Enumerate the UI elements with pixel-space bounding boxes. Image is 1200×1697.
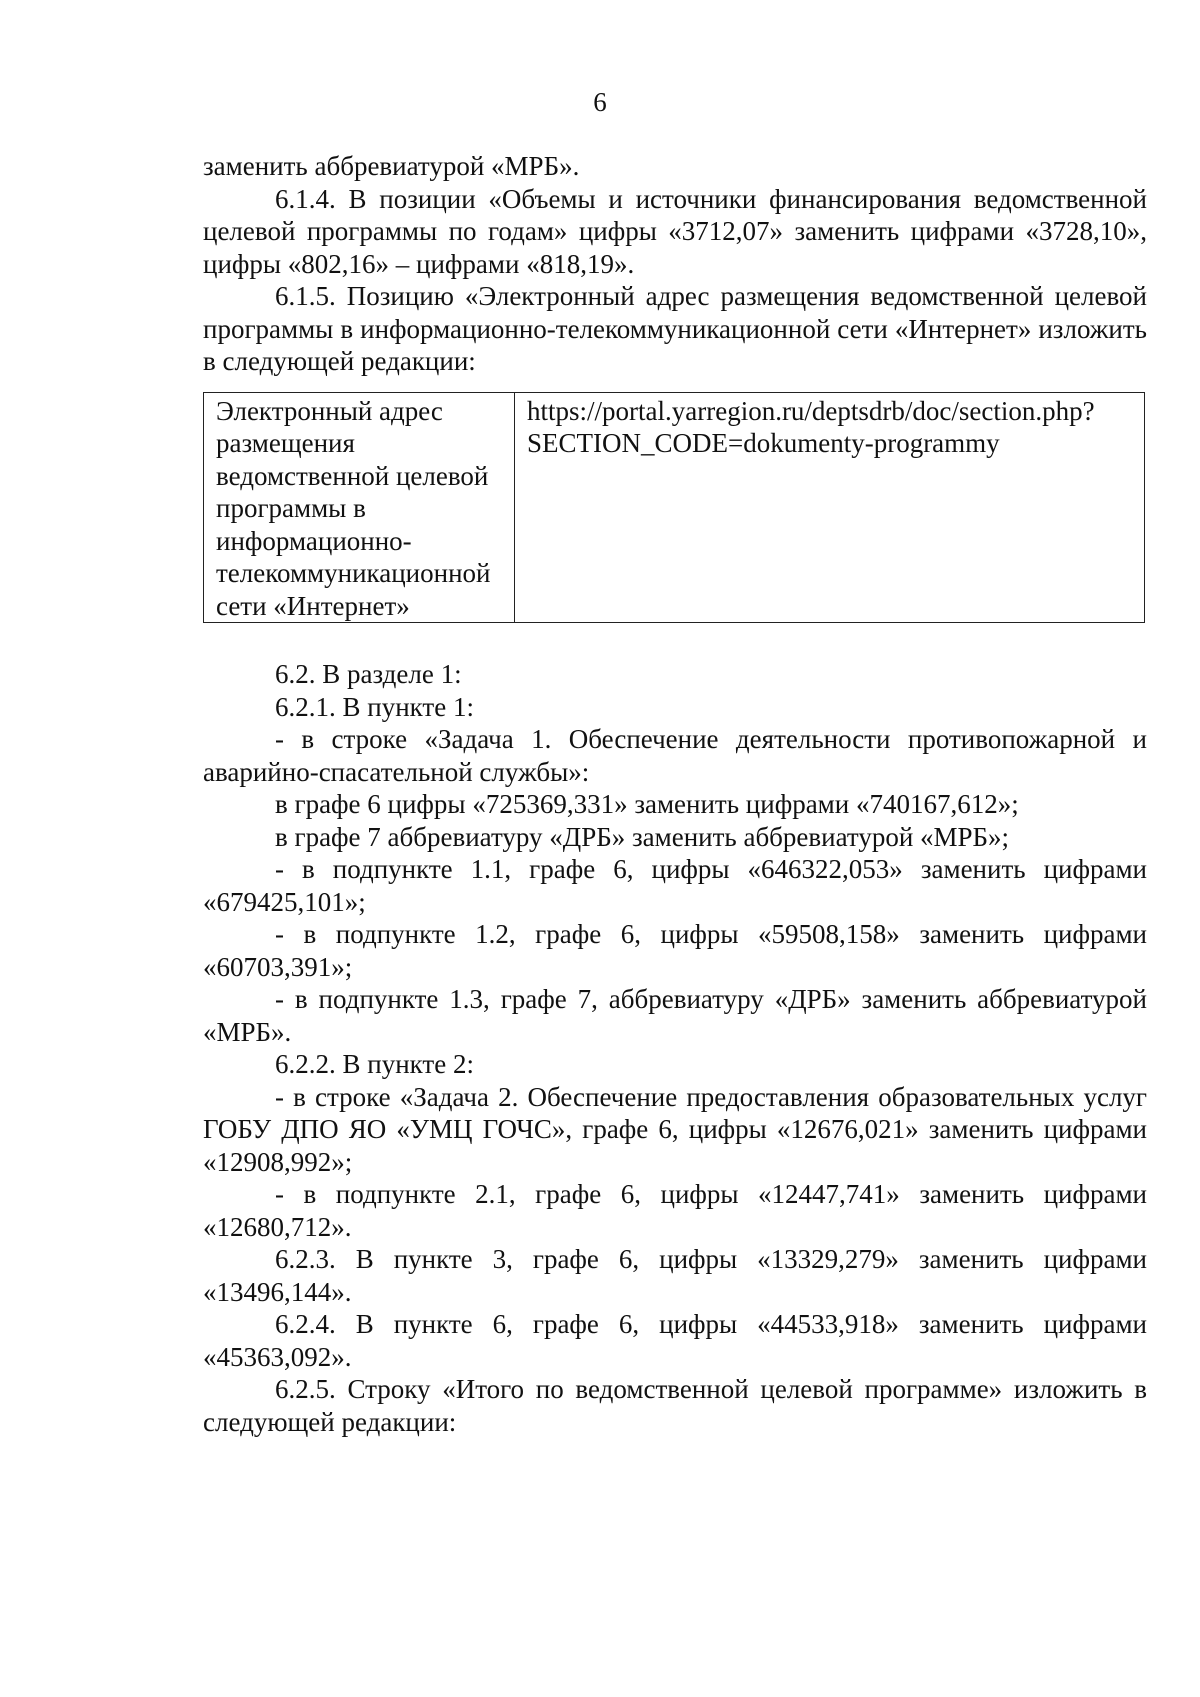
paragraph-column-6: в графе 6 цифры «725369,331» заменить цифрами «740167,612»; bbox=[275, 789, 1019, 819]
spacer bbox=[203, 623, 1147, 658]
paragraph-6-2-1: 6.2.1. В пункте 1: bbox=[275, 691, 474, 722]
table-cell-url: https://portal.yarregion.ru/deptsdrb/doc/section.php? SECTION_CODE=dokumenty-programmy bbox=[515, 392, 1145, 623]
paragraph-continuation: заменить аббревиатурой «МРБ». bbox=[203, 151, 580, 181]
paragraph-task-1: - в строке «Задача 1. Обеспечение деятельности противопожарной и аварийно-спасательной службы»: bbox=[203, 724, 1147, 787]
table-cell-label: Электронный адрес размещения ведомственной целевой программы в информационно-телекоммуникационной сети «Интернет» bbox=[204, 392, 515, 623]
paragraph-6-1-4: 6.1.4. В позиции «Объемы и источники финансирования ведомственной целевой программы по годам» цифры «3712,07» заменить цифрами «3728,10», цифры «802,16» – цифрами «818,19». bbox=[203, 183, 1147, 279]
page-number: 6 bbox=[593, 87, 607, 117]
paragraph-column-7: в графе 7 аббревиатуру «ДРБ» заменить аббревиатурой «МРБ»; bbox=[275, 821, 1010, 852]
address-table bbox=[203, 392, 1145, 624]
paragraph-6-2-2: 6.2.2. В пункте 2: bbox=[275, 1049, 474, 1079]
paragraph-subitem-1-1: - в подпункте 1.1, графе 6, цифры «646322,053» заменить цифрами «679425,101»; bbox=[203, 854, 1147, 917]
paragraph-6-1-5: 6.1.5. Позицию «Электронный адрес размещения ведомственной целевой программы в информационно-телекоммуникационной сети «Интернет» изложить в следующей редакции: bbox=[203, 281, 1147, 376]
document-body bbox=[203, 150, 1147, 1438]
paragraph-6-2-3: 6.2.3. В пункте 3, графе 6, цифры «13329,279» заменить цифрами «13496,144». bbox=[203, 1244, 1147, 1307]
paragraph-subitem-2-1: - в подпункте 2.1, графе 6, цифры «12447,741» заменить цифрами «12680,712». bbox=[203, 1179, 1147, 1242]
paragraph-6-2: 6.2. В разделе 1: bbox=[275, 659, 462, 689]
paragraph-subitem-1-3: - в подпункте 1.3, графе 7, аббревиатуру «ДРБ» заменить аббревиатурой «МРБ». bbox=[203, 984, 1147, 1047]
table-row bbox=[204, 392, 1145, 623]
paragraph-6-2-5: 6.2.5. Строку «Итого по ведомственной целевой программе» изложить в следующей редакции: bbox=[203, 1374, 1147, 1437]
paragraph-6-2-4: 6.2.4. В пункте 6, графе 6, цифры «44533,918» заменить цифрами «45363,092». bbox=[203, 1309, 1147, 1372]
paragraph-subitem-1-2: - в подпункте 1.2, графе 6, цифры «59508,158» заменить цифрами «60703,391»; bbox=[203, 919, 1147, 982]
paragraph-task-2: - в строке «Задача 2. Обеспечение предоставления образовательных услуг ГОБУ ДПО ЯО «УМЦ ГОЧС», графе 6, цифры «12676,021» заменить цифрами «12908,992»; bbox=[203, 1081, 1147, 1177]
